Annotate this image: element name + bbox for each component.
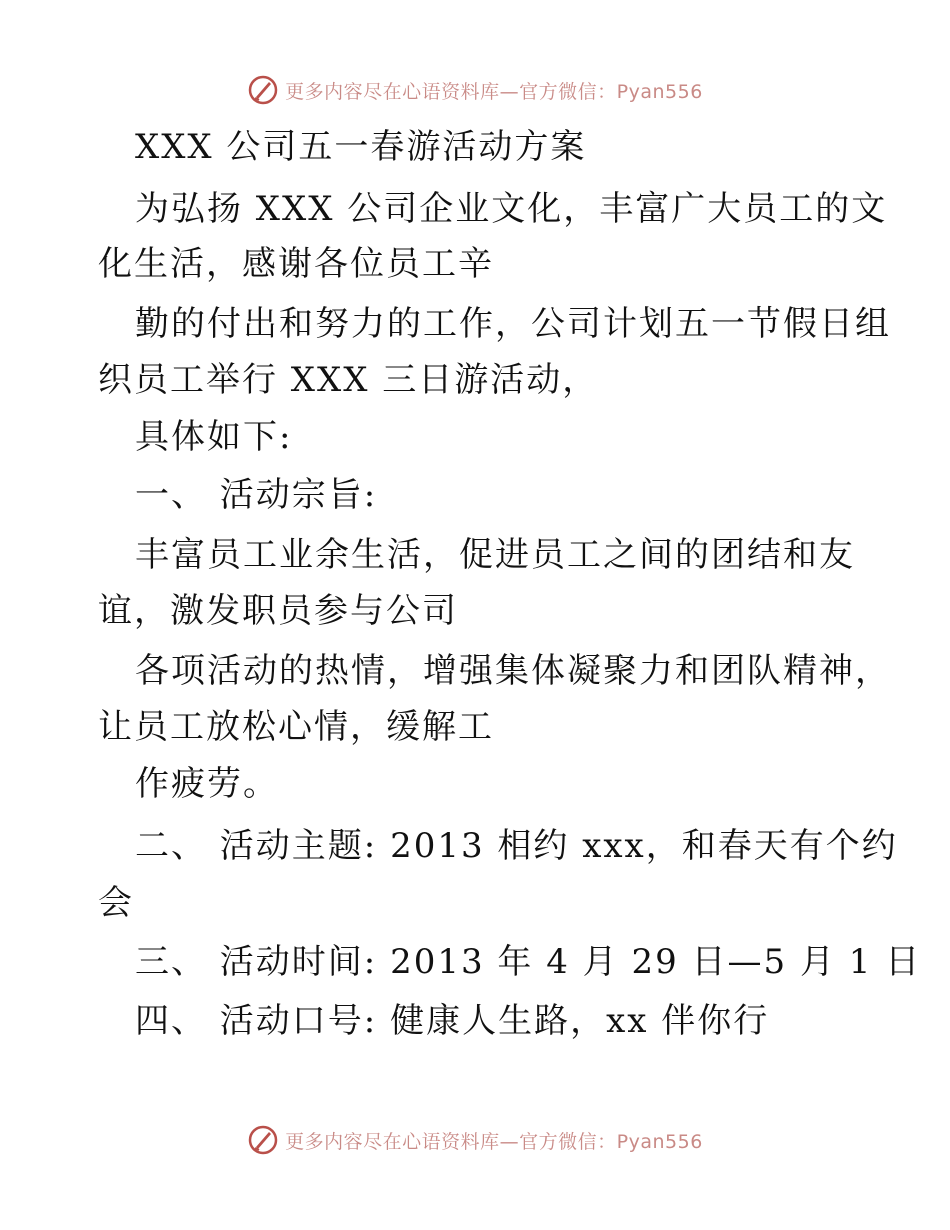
paragraph-line: 具体如下: [135,417,293,457]
document-title: XXX 公司五一春游活动方案 [135,127,587,167]
paragraph-line: 丰富员工业余生活，促进员工之间的团结和友 [135,535,855,575]
section-heading: 一、 活动宗旨: [135,475,378,515]
section-heading: 三、 活动时间: 2013 年 4 月 29 日—5 月 1 日 [135,942,922,982]
quill-seal-icon [247,74,279,106]
paragraph-line: 谊，激发职员参与公司 [98,591,458,631]
watermark-text: 更多内容尽在心语资料库—官方微信：Pyan556 [285,80,703,103]
quill-seal-icon [247,1124,279,1156]
header-watermark [0,72,950,108]
paragraph-line: 让员工放松心情，缓解工 [98,707,494,747]
paragraph-line: 勤的付出和努力的工作，公司计划五一节假日组 [135,304,891,344]
watermark-text: 更多内容尽在心语资料库—官方微信：Pyan556 [285,1130,703,1153]
section-heading: 四、 活动口号: 健康人生路，xx 伴你行 [135,1001,770,1041]
paragraph-line: 各项活动的热情，增强集体凝聚力和团队精神， [135,651,891,691]
paragraph-line: 化生活，感谢各位员工辛 [98,244,494,284]
footer-watermark [0,1122,950,1158]
paragraph-line: 会 [98,883,134,923]
paragraph-line: 织员工举行 XXX 三日游活动， [98,360,599,400]
paragraph-line: 作疲劳。 [135,764,279,804]
paragraph-line: 为弘扬 XXX 公司企业文化，丰富广大员工的文 [135,189,888,229]
section-heading: 二、 活动主题: 2013 相约 xxx，和春天有个约 [135,826,898,866]
